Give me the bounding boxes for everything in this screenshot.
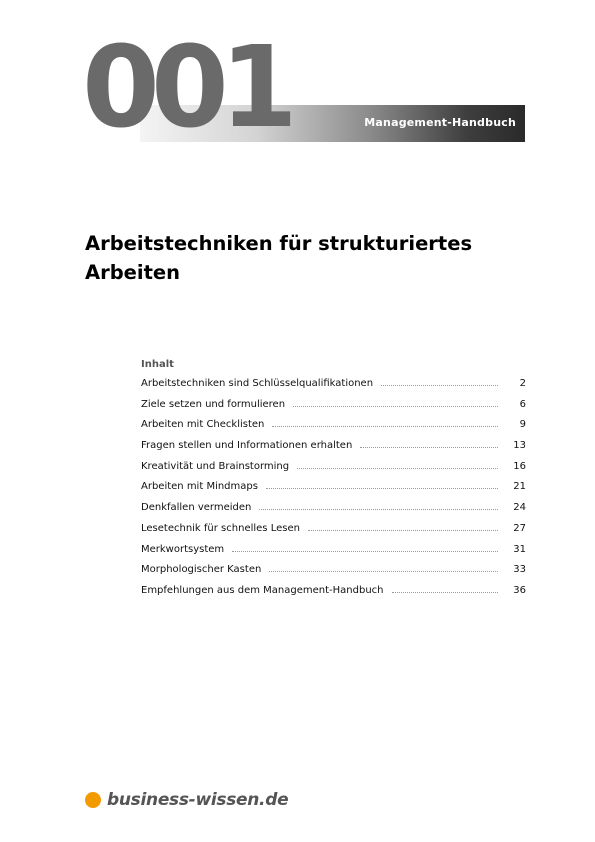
- toc-item-text: Kreativität und Brainstorming: [141, 460, 290, 472]
- toc-item-page: 31: [513, 543, 526, 555]
- toc-item-text: Ziele setzen und formulieren: [141, 398, 286, 410]
- toc-item-page: 27: [513, 522, 526, 534]
- toc-leader-dots: [293, 399, 498, 407]
- toc-item[interactable]: [141, 440, 526, 461]
- toc-item[interactable]: [141, 544, 526, 565]
- toc-leader-dots: [297, 461, 498, 469]
- toc-leader-dots: [232, 544, 498, 552]
- toc-item-page: 21: [513, 481, 526, 493]
- chapter-number: 001: [82, 23, 289, 153]
- toc-item-page: 6: [519, 398, 526, 410]
- toc-leader-dots: [381, 378, 498, 386]
- toc-item-text: Merkwortsystem: [141, 543, 225, 555]
- toc-item-page: 36: [513, 584, 526, 596]
- toc-item[interactable]: [141, 564, 526, 585]
- toc-item-page: 13: [513, 440, 526, 452]
- toc-item-text: Fragen stellen und Informationen erhalten: [141, 440, 353, 452]
- toc-item-page: 24: [513, 502, 526, 514]
- toc-leader-dots: [259, 502, 498, 510]
- toc-item-text: Morphologischer Kasten: [141, 564, 262, 576]
- handbook-label: Management-Handbuch: [364, 116, 516, 129]
- toc-leader-dots: [392, 585, 499, 593]
- toc-item[interactable]: [141, 378, 526, 399]
- toc-item-text: Arbeitstechniken sind Schlüsselqualifikationen: [141, 378, 374, 389]
- header-banner: [82, 23, 525, 153]
- brand-logo-text: business-wissen.de: [107, 790, 289, 810]
- toc-item[interactable]: [141, 585, 526, 606]
- brand-dot-icon: [85, 792, 101, 808]
- toc-leader-dots: [266, 481, 498, 489]
- toc-item-text: Arbeiten mit Checklisten: [141, 419, 265, 431]
- toc-item-text: Empfehlungen aus dem Management-Handbuch: [141, 584, 384, 596]
- toc-leader-dots: [360, 440, 498, 448]
- toc-item-text: Lesetechnik für schnelles Lesen: [141, 522, 300, 534]
- toc-leader-dots: [272, 419, 498, 427]
- toc-item-page: 33: [513, 564, 526, 576]
- toc-item[interactable]: [141, 523, 526, 544]
- footer-brand: [85, 790, 288, 810]
- toc-item[interactable]: [141, 419, 526, 440]
- toc-item-text: Denkfallen vermeiden: [141, 502, 252, 514]
- toc-item-page: 16: [513, 460, 526, 472]
- toc-item[interactable]: [141, 461, 526, 482]
- toc-item[interactable]: [141, 502, 526, 523]
- toc-leader-dots: [269, 564, 498, 572]
- toc-item-page: 9: [519, 419, 526, 431]
- toc-item-text: Arbeiten mit Mindmaps: [141, 481, 258, 493]
- toc-item[interactable]: [141, 481, 526, 502]
- page-title: Arbeitstechniken für strukturiertes Arbeiten: [85, 232, 473, 284]
- toc-item-page: 2: [519, 378, 526, 389]
- toc-leader-dots: [308, 523, 498, 531]
- table-of-contents: [141, 358, 526, 606]
- toc-item[interactable]: [141, 399, 526, 420]
- toc-heading: Inhalt: [141, 359, 174, 370]
